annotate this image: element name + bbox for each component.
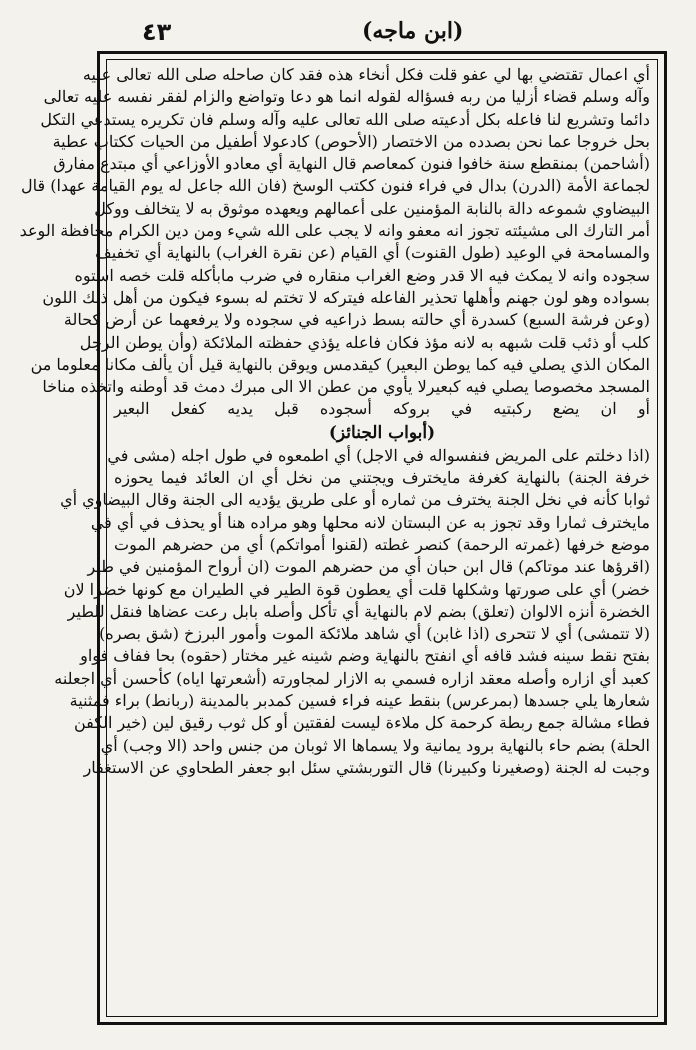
text-line: (اقرؤها عند موتاكم) قال ابن حبان أي من حضرهم الموت (ان أرواح المؤمنين في طير (87, 557, 650, 577)
text-line: أي اعمال تقتضي بها لي عفو قلت فكل أنخاء هذه فقد كان صاحله صلى الله تعالى عليه (82, 65, 650, 84)
text-line: كعبد أي ازاره وأصله معقد ازاره فسمي به الازار لمجاورته (أشعرتها اياه) كأحسن أي اجعلنه (54, 668, 650, 688)
chapter-heading: (أبواب الجنائز) (328, 422, 436, 443)
text-line: (لا تتمشى) أي لا تتحرى (اذا غابن) أي شاهد ملائكة الموت وأمور البرزخ (شق بصره) (99, 624, 650, 644)
text-line: وجبت له الجنة (وصغيرنا وكبيرنا) قال التوربشتي سئل ابو جعفر الطحاوي عن الاستغفار (83, 757, 650, 777)
text-line: دائما وتشريع لنا فاعله بكل أدعيته صلى الله تعالى عليه وآله وسلم فان تكريره يستدعي التكل (40, 109, 650, 129)
text-line: فطاء مشالة جمع ربطة كرحمة كل ملاءة ليست لفقتين أو كل ثوب رقيق لين (خير الكفن (73, 713, 650, 733)
text-body (19, 64, 650, 1012)
text-line: وآله وسلم قضاء أزليا من ربه فسؤاله لقوله انما هو دعا وتواضع والزام لفقر نفسه عليه تعالى (43, 87, 650, 107)
text-line: موضع خرفها (غمرته الرحمة) كنصر غطته (لقنوا أمواتكم) أي من حضرهم الموت (114, 534, 650, 554)
text-block-after-heading (54, 445, 650, 779)
text-line: البيضاوي شموعه دالة بالنابة المؤمنين على أعمالهم ويعهده موثوق به لا يتخالف ووكل (94, 198, 650, 218)
text-line: ثوابا كأنه في نخل الجنة يخترف من ثماره أو على طريق يؤديه الى الجنة وقال البيضاوي أي (60, 490, 650, 510)
text-line: الحلة) بضم حاء بالنهاية برود يمانية ولا يسماها الا ثوبان من جنس واحد (الا وجب) أي (100, 735, 650, 755)
text-line: بفتح نقط سينه فشد قافه أي انفتح بالنهاية وضم شينه غير مختار (حقوه) بحا ففاف فواو (80, 646, 650, 666)
text-line: أمر التارك الى مشيئته تجوز انه معفو وانه لا يجب على الله شيء ومن دين الكرام محافظة الوعد (19, 221, 650, 241)
text-line: مايخترف ثمارا وقد تجوز به عن البستان لانه محلها وهو مراده هنا أو يحذف في أي في (90, 512, 650, 532)
text-line: بحل خروجا عما نحن بصدده من الاختصار (الأحوص) كادعولا أطفيل من الحيات ككتاب عطية (52, 131, 650, 151)
text-line: المكان الذي يصلي فيه كما يوطن البعير) كيقدمس ويوقن بالنهاية قيل أن يألف مكانا معلوما من (30, 354, 650, 374)
running-title: (ابن ماجه) (362, 18, 464, 44)
text-line: خرفة الجنة) بالنهاية كغرفة مايخترف ويجتني من نخل أي ان العائد فيما يحوزه (114, 468, 650, 488)
page-number: ٤٣ (142, 18, 172, 46)
page-header (92, 18, 666, 48)
text-line: شعارها يلي جسدها (بمرعرس) بنقط عينه فراء فسين كمدبر بالمدينة (ربانط) براء فمثنية (69, 691, 650, 711)
text-line: أو ان يضع ركبتيه في بروكه أسجوده قبل يديه كفعل البعير (114, 399, 650, 419)
text-line: كلب أو ذئب قلت شبهه به لانه مؤذ فكان فاعله يؤذي حفظته الملائكة (وأن يوطن الرجل (79, 332, 650, 352)
text-line: (أشاحمن) بمنقطع سنة خافوا فنون كمعاصم قال النهاية أي معادو الأوزاعي أي مبتدع مفارق (53, 154, 650, 174)
text-line: بسواده وهو لون جهنم وأهلها تحذير الفاعله فيتركه لا تختم له بسوء فيكون من أهل ذلك اللون (42, 287, 650, 307)
text-line: لجماعة الأمة (الدرن) بدال في فراء فنون ككتب الوسخ (فان الله جاعل له يوم القيامة عهدا) قال (20, 176, 650, 196)
text-block-before-heading (19, 64, 650, 421)
text-line: سجوده وانه لا يمكث فيه الا قدر وضع الغراب منقاره في ضرب مابأكله قلت خصه استوه (74, 265, 650, 285)
text-line: خضر) أي على صورتها وشكلها قلت أي يعطون قوة الطير في الطيران مع كونها خضرا لان (63, 579, 650, 599)
text-line: المسجد مخصوصا يصلي فيه كبعيرلا يأوي من عطن الا الى مبرك دمث قد أوطنه واتخذه مناخا (42, 377, 650, 397)
text-line: (اذا دخلتم على المريض فنفسواله في الاجل) أي اطمعوه في طول اجله (مشى في (107, 445, 650, 465)
text-line: والمسامحة في الوعيد (طول القنوت) أي القيام (عن نقرة الغراب) بالنهاية أي تخفيف (95, 243, 650, 263)
text-line: الخضرة أنزه الالوان (تعلق) بضم لام بالنهاية أي تأكل وأصله بابل رعت عضاها فنقل للطير (67, 601, 650, 621)
text-line: (وعن فرشة السبع) كسدرة أي حالته بسط ذراعيه في سجوده ولا يرفعهما عن أرض كحالة (63, 310, 650, 330)
